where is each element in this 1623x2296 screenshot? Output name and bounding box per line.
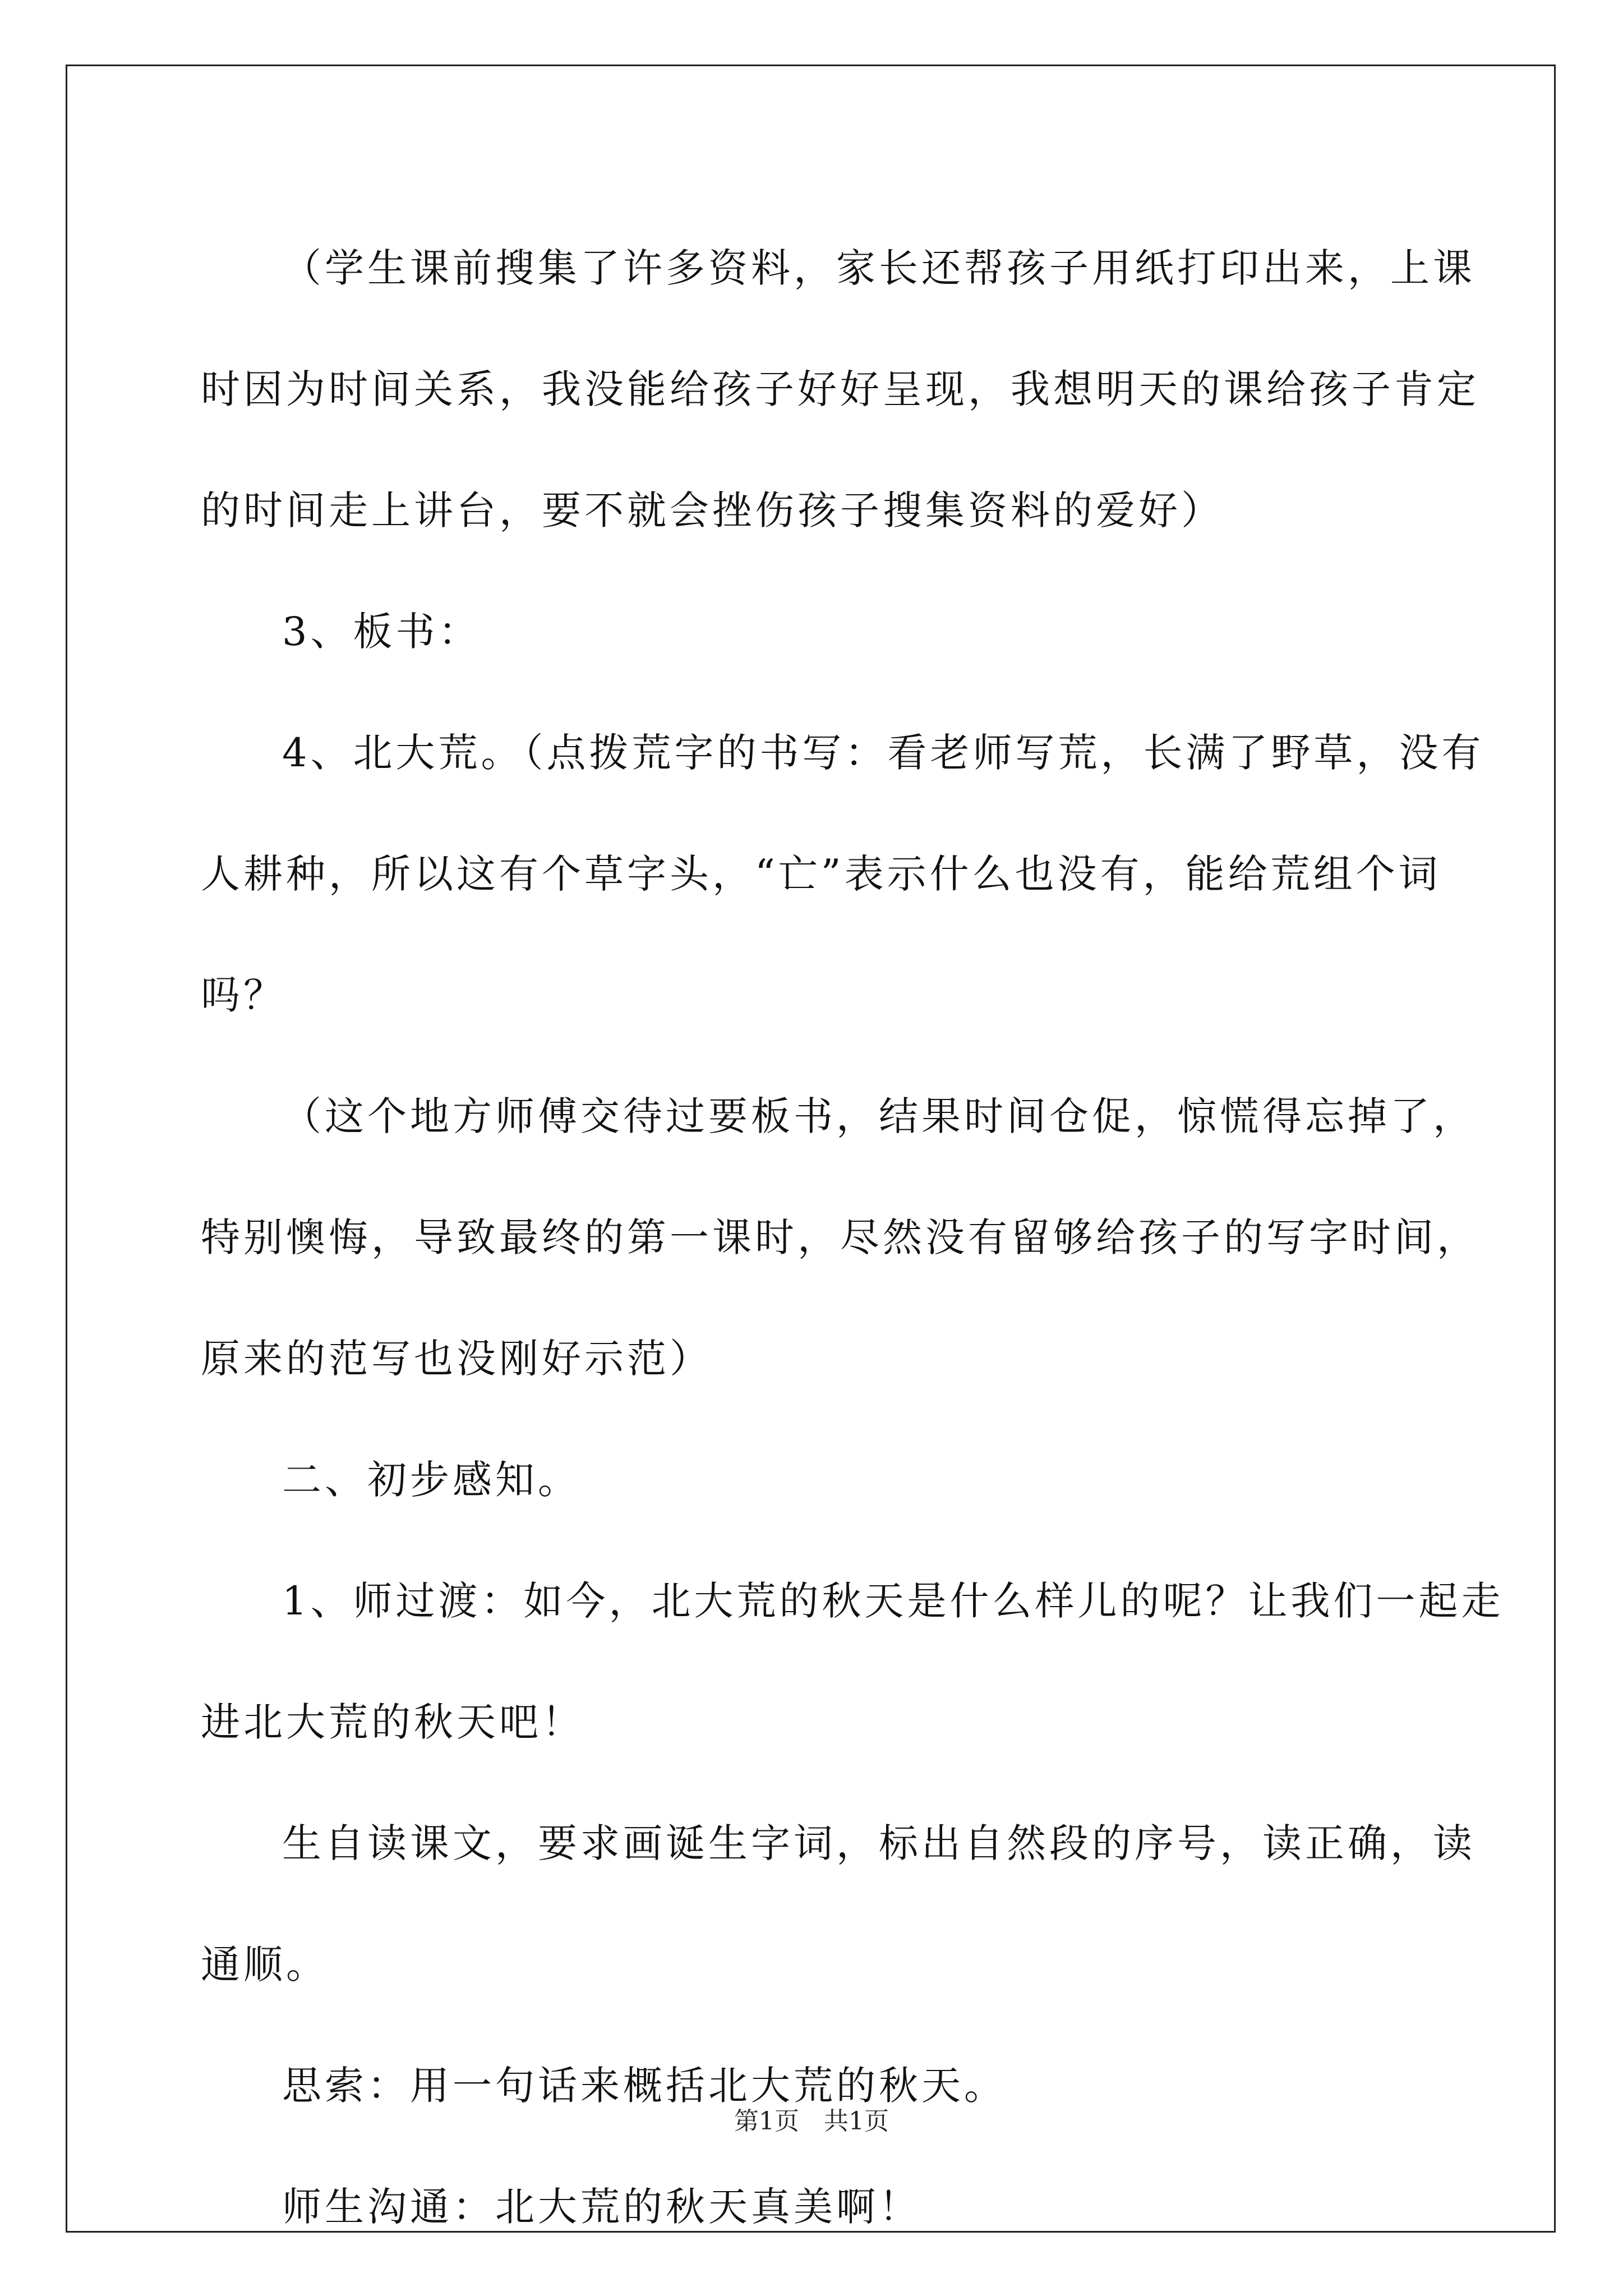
text-line: 通顺。 bbox=[201, 1941, 329, 1987]
text-line: （学生课前搜集了许多资料，家长还帮孩子用纸打印出来，上课 bbox=[282, 245, 1476, 291]
text-line: 人耕种，所以这有个草字头，“亡”表示什么也没有，能给荒组个词 bbox=[201, 851, 1441, 897]
text-line: 时因为时间关系，我没能给孩子好好呈现，我想明天的课给孩子肯定 bbox=[201, 366, 1479, 412]
text-line: 思索：用一句话来概括北大荒的秋天。 bbox=[282, 2063, 1007, 2109]
text-line: 特别懊悔，导致最终的第一课时，尽然没有留够给孩子的写字时间， bbox=[201, 1214, 1479, 1260]
text-line: 师生沟通：北大荒的秋天真美啊！ bbox=[282, 2184, 921, 2230]
page-number-footer: 第1页 共1页 bbox=[734, 2107, 889, 2136]
text-line: 原来的范写也没刚好示范） bbox=[201, 1336, 712, 1382]
text-line: 4、北大荒。（点拨荒字的书写：看老师写荒，长满了野草，没有 bbox=[282, 730, 1484, 776]
text-line: （这个地方师傅交待过要板书，结果时间仓促，惊慌得忘掉了， bbox=[282, 1093, 1476, 1139]
text-line: 吗？ bbox=[201, 972, 286, 1018]
text-line: 的时间走上讲台，要不就会挫伤孩子搜集资料的爱好） bbox=[201, 487, 1224, 533]
text-line: 进北大荒的秋天吧！ bbox=[201, 1699, 584, 1745]
document-body bbox=[201, 208, 1504, 2267]
text-line: 二、初步感知。 bbox=[282, 1457, 580, 1503]
text-line: 1、师过渡：如今，北大荒的秋天是什么样儿的呢？让我们一起走 bbox=[282, 1578, 1504, 1624]
text-line: 3、板书： bbox=[282, 609, 481, 655]
text-line: 生自读课文，要求画诞生字词，标出自然段的序号，读正确，读 bbox=[282, 1820, 1476, 1866]
